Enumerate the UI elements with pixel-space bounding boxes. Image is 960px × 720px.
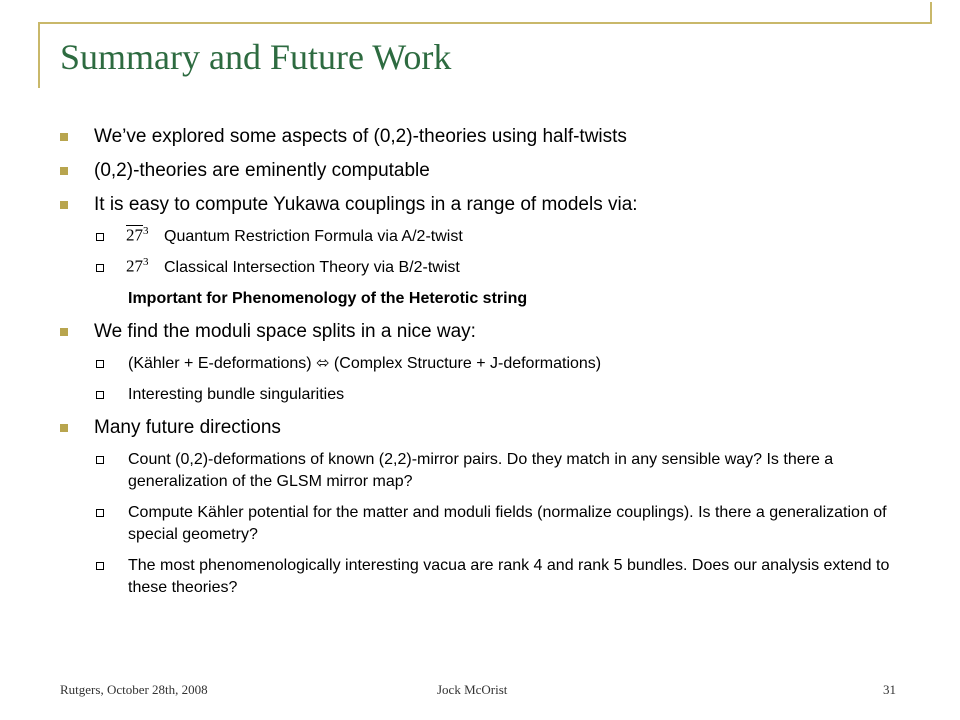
hollow-square-bullet-icon — [96, 391, 104, 399]
hollow-square-bullet-icon — [96, 456, 104, 464]
hollow-square-bullet-icon — [96, 562, 104, 570]
right-border-line — [930, 2, 932, 24]
sub-bullet-item — [60, 353, 920, 375]
sub-bullet-item — [60, 502, 920, 546]
bullet-text: (0,2)-theories are eminently computable — [94, 160, 430, 181]
math-27-bar-cubed: $27^3$ — [126, 225, 149, 245]
footer-page-number: 31 — [883, 682, 896, 697]
bullet-text: We’ve explored some aspects of (0,2)-theories using half-twists — [94, 126, 627, 147]
sub-bullet-text: Classical Intersection Theory via B/2-twist — [164, 259, 460, 276]
hollow-square-bullet-icon — [96, 509, 104, 517]
square-bullet-icon — [60, 201, 68, 209]
sub-bullet-text: Quantum Restriction Formula via A/2-twist — [164, 228, 463, 245]
sub-bullet-text: Compute Kähler potential for the matter and moduli fields (normalize couplings). Is there a generalization of special geometry? — [128, 504, 887, 543]
sub-bullet-item — [60, 449, 920, 493]
left-border-line — [38, 22, 40, 88]
hollow-square-bullet-icon — [96, 233, 104, 241]
bullet-item — [60, 192, 920, 218]
footer-author: Jock McOrist — [437, 682, 508, 697]
sub-bullet-text: The most phenomenologically interesting vacua are rank 4 and rank 5 bundles. Does our analysis extend to these theories? — [128, 557, 890, 596]
bullet-text: Many future directions — [94, 417, 281, 438]
bullet-item — [60, 415, 920, 441]
sub-bullet-item — [60, 257, 920, 279]
footer-venue-date: Rutgers, October 28th, 2008 — [60, 682, 208, 697]
sub-bullet-item — [60, 384, 920, 406]
hollow-square-bullet-icon — [96, 360, 104, 368]
top-border-line — [38, 22, 932, 24]
square-bullet-icon — [60, 167, 68, 175]
sub-bullet-text: Interesting bundle singularities — [128, 386, 345, 403]
bullet-text: We find the moduli space splits in a nice way: — [94, 321, 476, 342]
sub-bullet-text: (Kähler + E-deformations) ⬄ (Complex Structure + J-deformations) — [128, 355, 602, 372]
sub-bullet-text: Count (0,2)-deformations of known (2,2)-mirror pairs. Do they match in any sensible way? Is there a generalization of the GLSM mirror map? — [128, 451, 834, 490]
bullet-item — [60, 319, 920, 345]
math-27-cubed: $27^3$ — [126, 256, 149, 276]
bullet-item — [60, 124, 920, 150]
square-bullet-icon — [60, 133, 68, 141]
bullet-item — [60, 158, 920, 184]
bold-note: Important for Phenomenology of the Heterotic string — [128, 290, 528, 307]
square-bullet-icon — [60, 424, 68, 432]
slide-content — [60, 124, 920, 608]
bullet-text: It is easy to compute Yukawa couplings in a range of models via: — [94, 194, 638, 215]
square-bullet-icon — [60, 328, 68, 336]
sub-bullet-item — [60, 555, 920, 599]
slide-title: Summary and Future Work — [60, 37, 452, 77]
hollow-square-bullet-icon — [96, 264, 104, 272]
sub-bullet-item — [60, 226, 920, 248]
